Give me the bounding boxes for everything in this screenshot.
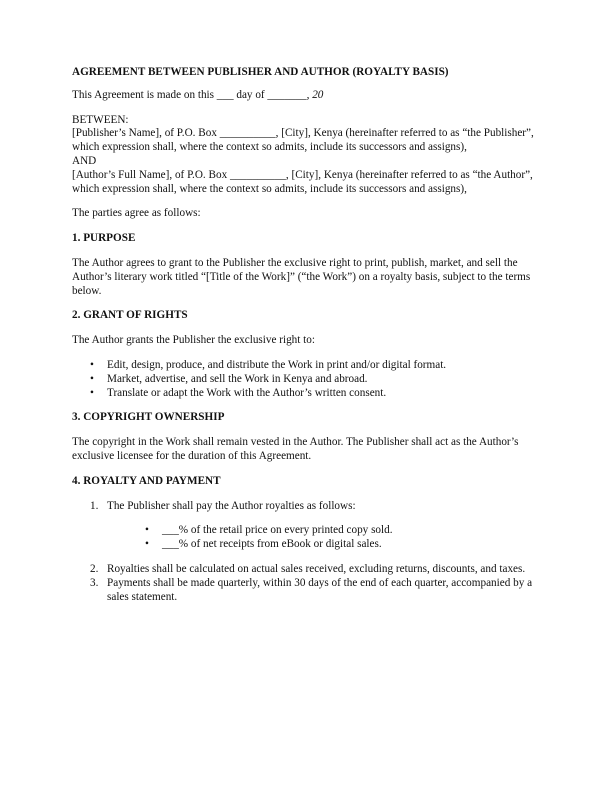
numbered-item xyxy=(90,577,542,605)
numbered-item xyxy=(90,500,542,563)
parties-agree: The parties agree as follows: xyxy=(72,207,201,220)
document-title: AGREEMENT BETWEEN PUBLISHER AND AUTHOR (ROYALTY BASIS) xyxy=(72,66,449,78)
royalty-list xyxy=(72,500,542,605)
list-item-text: Edit, design, produce, and distribute the Work in print and/or digital format. xyxy=(107,358,447,371)
section-heading-copyright: 3. COPYRIGHT OWNERSHIP xyxy=(72,411,225,424)
list-item-text: Translate or adapt the Work with the Author’s written consent. xyxy=(107,386,387,399)
item-number: 1. xyxy=(90,499,99,512)
bullet-icon: • xyxy=(90,386,94,399)
numbered-item-text: Payments shall be made quarterly, within 30 days of the end of each quarter, accompanied by a sales statement. xyxy=(107,576,533,603)
section-heading-royalty: 4. ROYALTY AND PAYMENT xyxy=(72,474,221,487)
section-body-purpose: The Author agrees to grant to the Publisher the exclusive right to print, publish, market, and sell the Author’s literary work titled “[Title of the Work]” (“the Work”) on a royalty basis, subject to the terms below. xyxy=(72,256,531,297)
document-page xyxy=(72,66,542,604)
author-party: [Author’s Full Name], of P.O. Box __________, [City], Kenya (hereinafter referred to as “the Author”, which expression shall, where the context so admits, include its successors and assigns), xyxy=(72,168,533,195)
list-item xyxy=(145,524,542,538)
numbered-item-text: The Publisher shall pay the Author royalties as follows: xyxy=(107,499,356,512)
bullet-icon: • xyxy=(145,538,149,551)
list-item xyxy=(90,359,542,373)
grant-rights-list xyxy=(72,359,542,400)
and-label: AND xyxy=(72,154,97,167)
section-heading-purpose: 1. PURPOSE xyxy=(72,232,136,245)
intro-year: , 20 xyxy=(306,88,324,101)
section-body-grant-of-rights: The Author grants the Publisher the exclusive right to: xyxy=(72,334,315,347)
intro-line xyxy=(72,89,542,103)
section-body-copyright: The copyright in the Work shall remain vested in the Author. The Publisher shall act as the Author’s exclusive licensee for the duration of this Agreement. xyxy=(72,436,519,462)
royalty-rates-list xyxy=(107,524,542,552)
list-item-text: ___% of the retail price on every printed copy sold. xyxy=(162,524,393,537)
list-item xyxy=(90,387,542,401)
intro-text: This Agreement is made on this ___ day of _______ xyxy=(72,88,307,101)
section-heading-grant-of-rights: 2. GRANT OF RIGHTS xyxy=(72,309,188,322)
item-number: 2. xyxy=(90,562,99,575)
between-label: BETWEEN: xyxy=(72,113,129,126)
list-item xyxy=(90,373,542,387)
numbered-item-text: Royalties shall be calculated on actual sales received, excluding returns, discounts, and taxes. xyxy=(107,562,526,575)
publisher-party: [Publisher’s Name], of P.O. Box __________, [City], Kenya (hereinafter referred to as “the Publisher”, which expression shall, where the context so admits, include its successors and assigns), xyxy=(72,127,534,154)
list-item xyxy=(145,538,542,552)
numbered-item xyxy=(90,563,542,577)
list-item-text: Market, advertise, and sell the Work in Kenya and abroad. xyxy=(107,372,368,385)
item-number: 3. xyxy=(90,576,99,589)
bullet-icon: • xyxy=(90,358,94,371)
list-item-text: ___% of net receipts from eBook or digital sales. xyxy=(162,538,382,551)
bullet-icon: • xyxy=(145,524,149,537)
bullet-icon: • xyxy=(90,372,94,385)
